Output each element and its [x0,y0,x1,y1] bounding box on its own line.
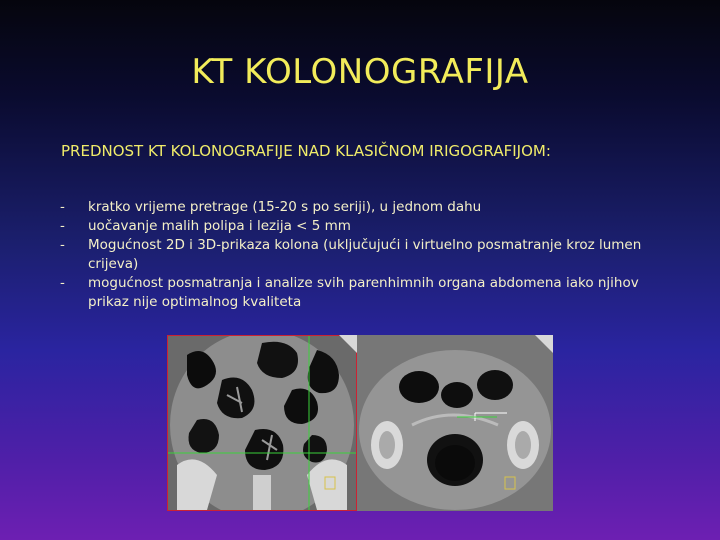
bullet-list [60,198,660,312]
bullet-item [60,274,660,312]
bullet-dash: - [60,237,65,253]
bullet-text: mogućnost posmatranja i analize svih parenhimnih organa abdomena iako njihov prikaz nije optimalnog kvaliteta [88,275,639,310]
bullet-text: kratko vrijeme pretrage (15-20 s po seriji), u jednom dahu [88,199,482,215]
slide-title: KT KOLONOGRAFIJA [191,52,529,92]
bullet-dash: - [60,275,65,291]
coronal-ct-scan-image [167,335,357,511]
bullet-item [60,217,660,236]
bullet-text: Mogućnost 2D i 3D-prikaza kolona (uključujući i virtuelno posmatranje kroz lumen crijeva) [88,237,642,272]
bullet-item [60,236,660,274]
bullet-dash: - [60,218,65,234]
ct-scan-images [167,335,553,511]
bullet-item [60,198,660,217]
slide-subtitle: PREDNOST KT KOLONOGRAFIJE NAD KLASIČNOM IRIGOGRAFIJOM: [61,142,551,160]
bullet-dash: - [60,199,65,215]
axial-ct-scan-image [357,335,553,511]
bullet-text: uočavanje malih polipa i lezija < 5 mm [88,218,351,234]
